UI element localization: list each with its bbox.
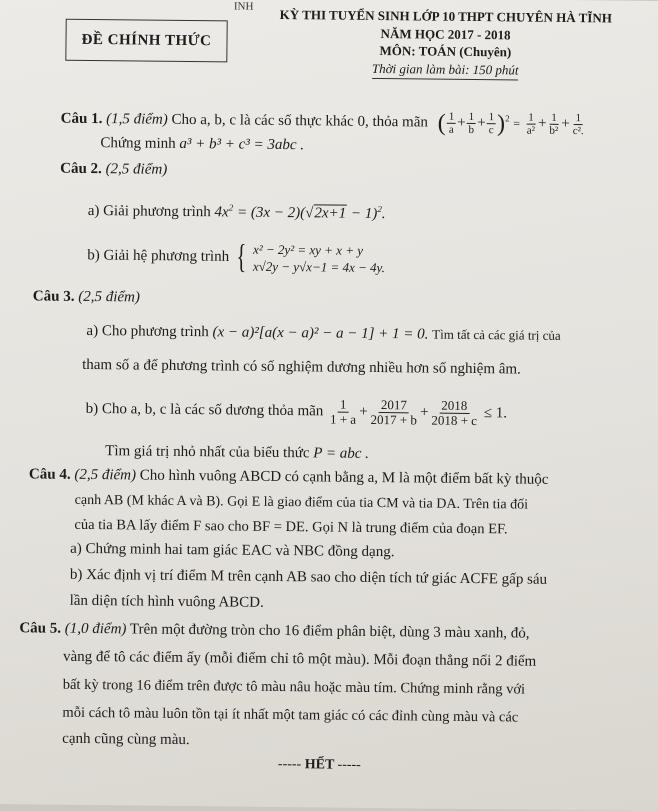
q1-condition: ( $\frac{1}{a}$ + $\frac{1}{b}$ + $\frac{1}{c}$ )$^2$ = $\frac{1}{\text{a²}}$ + $\frac{1}{\text{b²}}$ + $\frac{1}{\text{c².}}$: [437, 110, 584, 138]
header-stub: INH: [233, 0, 254, 13]
q5-line4: mỗi cách tô màu luôn tồn tại ít nhất một tam giác có các đỉnh cùng màu và các: [62, 704, 519, 726]
q3-label: Câu 3.: [32, 288, 75, 305]
end-marker: [278, 757, 361, 774]
q3-b-line2-text: Tìm giá trị nhỏ nhất của biểu thức: [105, 443, 310, 462]
q4-points: (2,5 điểm): [74, 466, 137, 484]
official-badge: ĐỀ CHÍNH THỨC: [65, 19, 227, 63]
q3-a-equation: (x − a)²[a(x − a)² − a − 1] + 1 = 0.: [212, 324, 429, 343]
q4-part-b: b) Xác định vị trí điểm M trên cạnh AB sao cho diện tích tứ giác ACFE gấp sáu: [69, 566, 548, 588]
q2-system: [253, 241, 385, 276]
q3-a-text: a) Cho phương trình: [86, 322, 209, 341]
q5-points: (1,0 điểm): [64, 620, 127, 638]
q3-a-line2: tham số a để phương trình có số nghiệm dương nhiều hơn số nghiệm âm.: [82, 356, 521, 378]
q2-system-eq1: x² − 2y² = xy + x + y: [252, 241, 364, 258]
q3-part-a: [86, 323, 560, 345]
q5-line5: cạnh cũng cùng màu.: [62, 730, 190, 749]
q2-a-equation: $4x^2 = (3x - 2)(√2x+1 - 1)^2$.: [214, 202, 386, 223]
exam-subject: MÔN: TOÁN (Chuyên): [379, 43, 512, 60]
q2-points: (2,5 điểm): [105, 161, 168, 178]
q2-system-eq2: x√2y − y√x−1 = 4x − 4y.: [252, 258, 385, 276]
exam-header: [245, 7, 646, 82]
q2-part-b: b) Giải hệ phương trình { x² − 2y² = xy + x + y x√2y − y√x−1 = 4x − 4y.: [87, 238, 385, 276]
q1-text: Cho a, b, c là các số thực khác 0, thỏa mãn: [171, 111, 428, 131]
end-dash-right: -----: [337, 757, 361, 773]
q4-line6: lần diện tích hình vuông ABCD.: [69, 592, 264, 611]
q3-a-rest: Tìm tất cả các giá trị của: [432, 326, 561, 343]
q3-points: (2,5 điểm): [78, 288, 141, 306]
q1-label: Câu 1.: [60, 110, 103, 128]
q5-line2: vàng để tô các điểm ấy (mỗi điểm chỉ tô một màu). Mỗi đoạn thẳng nối 2 điểm: [62, 648, 537, 670]
q3-part-b: [86, 395, 508, 428]
q5-line3: bất kỳ trong 16 điểm trên được tô màu nâu hoặc màu tím. Chứng minh rằng với: [62, 676, 526, 698]
q2-a-text: a) Giải phương trình: [87, 202, 211, 221]
q2-label: Câu 2.: [60, 160, 102, 178]
q2-part-a: [88, 201, 386, 223]
q3-b-expression: P = abc .: [313, 445, 370, 462]
q4-part-a: a) Chứng minh hai tam giác EAC và NBC đồng dạng.: [70, 540, 395, 561]
q4-line1-text: Cho hình vuông ABCD có cạnh bằng a, M là một điểm bất kỳ thuộc: [139, 467, 549, 488]
exam-year: NĂM HỌC 2017 - 2018: [380, 26, 511, 43]
end-text: HẾT: [304, 757, 335, 773]
q1-line1: [61, 107, 587, 138]
q2-b-text: b) Giải hệ phương trình: [87, 247, 230, 265]
q3-heading: [33, 288, 140, 306]
q4-line1: [29, 466, 549, 488]
q1-identity: a³ + b³ + c³ = 3abc .: [179, 135, 305, 154]
q4-line3: của tia BA lấy điểm F sao cho BF = DE. Gọi N là trung điểm của đoạn EF.: [74, 516, 508, 538]
q2-heading: [60, 161, 167, 179]
q4-label: Câu 4.: [28, 466, 71, 483]
q1-points: (1,5 điểm): [106, 111, 168, 128]
q4-line2: cạnh AB (M khác A và B). Gọi E là giao điểm của tia CM và tia DA. Trên tia đối: [74, 492, 529, 513]
q3-b-text: b) Cho a, b, c là các số dương thỏa mãn: [85, 400, 324, 420]
q3-b-inequality-tail: ≤ 1.: [483, 405, 508, 422]
q5-line1: [19, 620, 529, 642]
end-dash-left: -----: [277, 756, 302, 773]
exam-duration: Thời gian làm bài: 150 phút: [372, 61, 519, 81]
q1-line2: [100, 135, 304, 154]
q3-b-line2: [105, 443, 369, 463]
exam-title: KỲ THI TUYỂN SINH LỚP 10 THPT CHUYÊN HÀ TĨNH: [279, 6, 612, 26]
q3-b-inequality: $\frac{1}{1 + a}$ + $\frac{2017}{2017 + b}$ + $\frac{2018}{2018 + c}$ ≤ 1.: [329, 396, 508, 429]
q5-line1-text: Trên một đường tròn cho 16 điểm phân biệt, dùng 3 màu xanh, đỏ,: [129, 621, 530, 642]
q5-label: Câu 5.: [19, 620, 62, 637]
q1-prove: Chứng minh: [100, 135, 176, 152]
